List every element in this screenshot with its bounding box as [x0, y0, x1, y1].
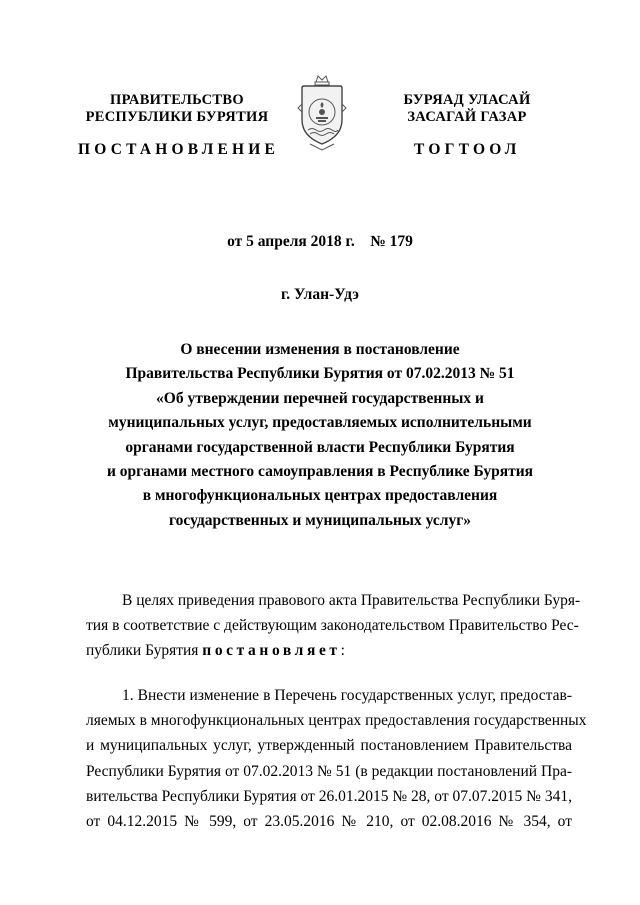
gov-name-bur-line1: БУРЯАД УЛАСАЙ — [403, 92, 531, 108]
title-line: муниципальных услуг, предоставляемых исполнительными — [108, 414, 532, 432]
item-line: от 04.12.2015 № 599, от 23.05.2016 № 210, от 02.08.2016 № 354, от — [86, 812, 572, 830]
city: г. Улан-Удэ — [280, 286, 359, 303]
item-1-paragraph — [86, 683, 587, 834]
title-line: Правительства Республики Бурятия от 07.02.2013 № 51 — [125, 365, 515, 383]
preamble-line: В целях приведения правового акта Правительства Республики Буря- — [122, 592, 581, 609]
preamble-prefix: публики Бурятия — [86, 642, 203, 660]
coat-of-arms-icon — [296, 74, 348, 154]
gov-name-bur-line2: ЗАСАГАЙ ГАЗАР — [407, 109, 527, 125]
title-line: органами государственной власти Республики Бурятия — [125, 438, 515, 456]
doctype-bur: ТОГТООЛ — [414, 141, 521, 158]
title-line: государственных и муниципальных услуг» — [169, 511, 471, 529]
title-line: «Об утверждении перечней государственных и — [156, 389, 484, 407]
decree-verb: постановляет — [202, 642, 341, 660]
preamble-line — [86, 638, 572, 663]
title-line: и органами местного самоуправления в Республике Бурятия — [106, 463, 534, 481]
date-number: от 5 апреля 2018 г. № 179 — [227, 233, 413, 250]
title-line: О внесении изменения в постановление — [180, 341, 460, 358]
preamble-line: тия в соответствие с действующим законодательством Правительство Рес- — [86, 617, 579, 635]
preamble-paragraph — [86, 588, 581, 664]
header-right — [372, 92, 562, 126]
header-left — [72, 92, 282, 126]
item-line: ляемых в многофункциональных центрах предоставления государственных — [86, 712, 587, 730]
item-line: Республики Бурятия от 07.02.2013 № 51 (в редакции постановлений Пра- — [86, 762, 572, 780]
document-title — [90, 338, 550, 533]
item-line: вительства Республики Бурятия от 26.01.2015 № 28, от 07.07.2015 № 341, — [86, 787, 572, 805]
gov-name-line1: ПРАВИТЕЛЬСТВО — [110, 92, 244, 108]
item-line: 1. Внести изменение в Перечень государственных услуг, предостав- — [122, 687, 572, 704]
item-line: и муниципальных услуг, утвержденный постановлением Правительства — [86, 737, 572, 755]
gov-name-line2: РЕСПУБЛИКИ БУРЯТИЯ — [85, 109, 269, 125]
preamble-suffix: : — [340, 642, 345, 660]
title-line: в многофункциональных центрах предоставления — [142, 487, 498, 505]
doctype-ru: ПОСТАНОВЛЕНИЕ — [78, 141, 280, 158]
